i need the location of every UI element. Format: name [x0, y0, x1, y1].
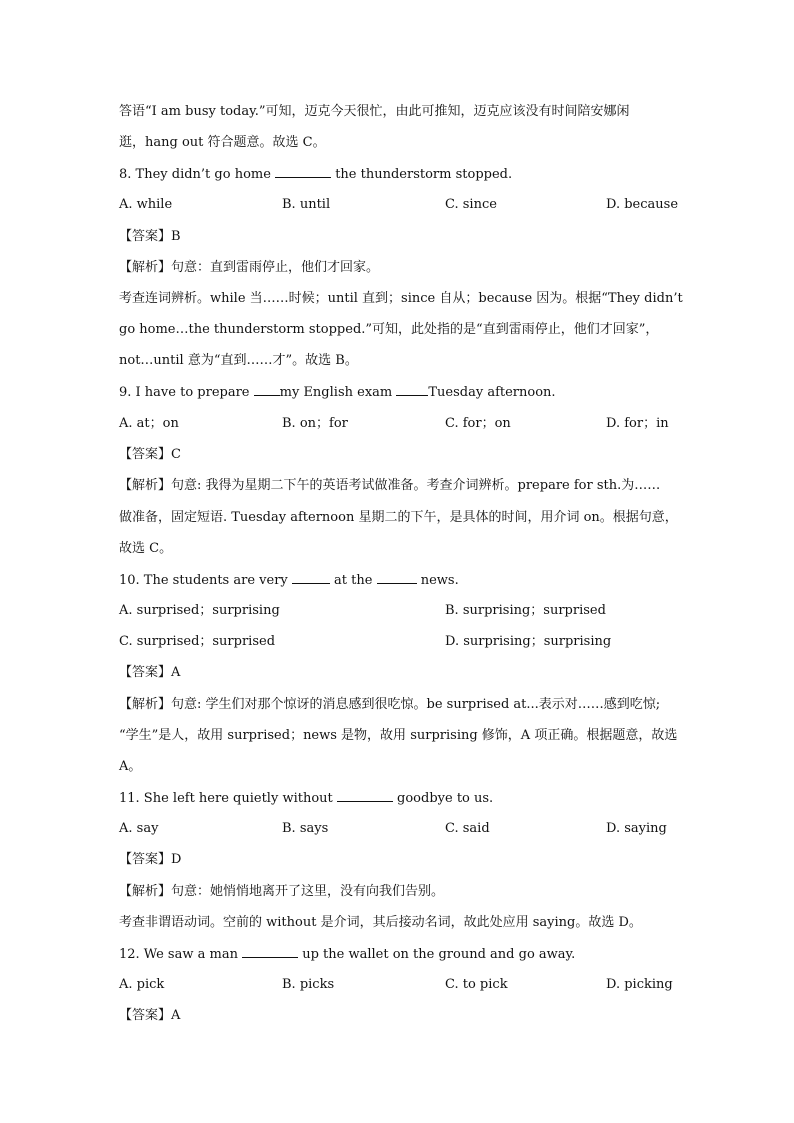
answer-label: 【答案】D [119, 852, 182, 867]
answer-blank [337, 789, 393, 802]
option-b: B. on；for [282, 416, 348, 431]
option-d: D. saying [606, 821, 667, 836]
answer-label: 【答案】C [119, 447, 181, 462]
option-b: B. surprising；surprised [445, 603, 606, 618]
option-c: C. for；on [445, 416, 511, 431]
question-10 [119, 571, 459, 590]
option-d: D. because [606, 197, 679, 212]
question-text: Tuesday afternoon. [428, 385, 556, 400]
option-b: B. until [282, 197, 331, 212]
question-text: news. [420, 573, 459, 588]
question-text: 10. The students are very [119, 573, 288, 588]
explanation-line: 【解析】句意: 我得为星期二下午的英语考试做准备。考查介词辨析。prepare for sth.为…… [119, 478, 661, 493]
answer-blank [292, 571, 330, 584]
explanation-line: 【解析】句意：她悄悄地离开了这里，没有向我们告别。 [119, 884, 445, 899]
explanation-line: 【解析】句意: 学生们对那个惊讶的消息感到很吃惊。be surprised at...表示对……感到吃惊; [119, 697, 661, 712]
explanation-line: 考查连词辨析。while 当……时候；until 直到；since 自从；because 因为。根据“They didn’t [119, 291, 683, 306]
option-c: C. surprised；surprised [119, 634, 276, 649]
option-c: C. since [445, 197, 497, 212]
explanation-line: not…until 意为“直到……才”。故选 B。 [119, 353, 358, 368]
answer-label: 【答案】B [119, 229, 181, 244]
explanation-line: 做准备，固定短语. Tuesday afternoon 星期二的下午，是具体的时间，用介词 on。根据句意， [119, 510, 678, 525]
answer-blank [377, 571, 417, 584]
question-text: goodbye to us. [397, 791, 494, 806]
question-text: at the [334, 573, 373, 588]
explanation-line: 【解析】句意：直到雷雨停止，他们才回家。 [119, 260, 380, 275]
question-text: 8. They didn’t go home [119, 167, 271, 182]
option-d: D. surprising；surprising [445, 634, 612, 649]
question-text: 12. We saw a man [119, 947, 238, 962]
option-a: A. at；on [119, 416, 179, 431]
answer-blank [275, 165, 331, 178]
option-b: B. picks [282, 977, 335, 992]
explanation-line: “学生”是人，故用 surprised；news 是物，故用 surprising 修饰，A 项正确。根据题意，故选 [119, 728, 678, 743]
explanation-line: 考查非谓语动词。空前的 without 是介词，其后接动名词，故此处应用 saying。故选 D。 [119, 915, 642, 930]
question-text: 9. I have to prepare [119, 385, 250, 400]
answer-label: 【答案】A [119, 1008, 181, 1023]
question-text: 11. She left here quietly without [119, 791, 333, 806]
answer-blank [242, 945, 298, 958]
question-11 [119, 789, 493, 808]
answer-label: 【答案】A [119, 665, 181, 680]
explanation-line: 故选 C。 [119, 541, 173, 556]
option-b: B. says [282, 821, 329, 836]
explanation-line: 答语“I am busy today.”可知，迈克今天很忙，由此可推知，迈克应该没有时间陪安娜闲 [119, 104, 630, 119]
question-text: the thunderstorm stopped. [335, 167, 513, 182]
option-d: D. picking [606, 977, 673, 992]
option-d: D. for；in [606, 416, 669, 431]
option-c: C. said [445, 821, 490, 836]
option-a: A. while [119, 197, 173, 212]
option-a: A. pick [119, 977, 165, 992]
question-text: up the wallet on the ground and go away. [302, 947, 576, 962]
answer-blank [254, 383, 280, 396]
question-9 [119, 383, 556, 402]
explanation-line: 逛，hang out 符合题意。故选 C。 [119, 135, 326, 150]
question-text: my English exam [279, 385, 393, 400]
option-a: A. surprised；surprising [119, 603, 280, 618]
explanation-line: go home…the thunderstorm stopped.”可知，此处指的是“直到雷雨停止，他们才回家”， [119, 322, 659, 337]
answer-blank [396, 383, 428, 396]
explanation-line: A。 [119, 759, 142, 774]
question-12 [119, 945, 575, 964]
option-c: C. to pick [445, 977, 508, 992]
option-a: A. say [119, 821, 159, 836]
question-8 [119, 165, 512, 184]
